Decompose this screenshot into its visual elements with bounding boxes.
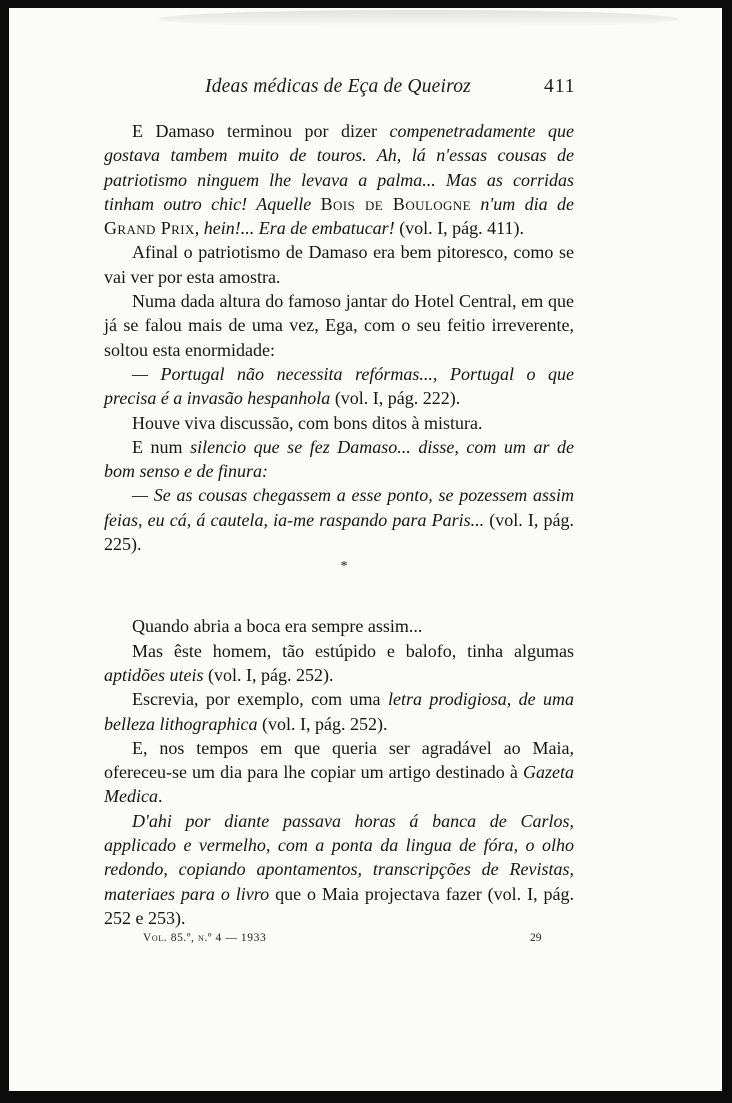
p11-text-1: E, nos tempos em que queria ser agradável ao Maia, ofereceu-se um dia para lhe copiar um artigo destinado à (104, 737, 574, 783)
p6-text-1: E num (132, 436, 191, 457)
page-header (9, 76, 722, 106)
p1-text-3: (vol. I, pág. 411). (394, 218, 524, 239)
running-title: Ideas médicas de Eça de Queiroz (205, 76, 471, 97)
volume-line: Vol. 85.º, n.º 4 — 1933 (143, 932, 267, 944)
paragraph-1 (104, 119, 574, 240)
p4-italic-1: — Portugal não necessita refórmas..., Portugal o que precisa é a invasão hespanhola (104, 363, 574, 409)
paragraph-3: Numa dada altura do famoso jantar do Hotel Central, em que já se falou mais de uma vez, Ega, com o seu feitio irreverente, soltou esta enormidade: (104, 291, 574, 360)
section-separator: * (340, 559, 348, 575)
paragraph-9 (104, 639, 574, 688)
p9-italic-1: aptidões uteis (104, 664, 204, 685)
p10-text-1: Escrevia, por exemplo, com uma (132, 689, 388, 710)
p12-text-1: que o Maia projectava fazer (vol. I, pág. 252 e 253). (104, 883, 574, 928)
paragraph-7 (104, 483, 574, 556)
scan-smudge (159, 10, 679, 28)
p7-text-1: (vol. I, pág. 225). (104, 509, 574, 555)
page-number: 411 (544, 76, 576, 97)
paragraph-12 (104, 809, 574, 930)
p6-italic-1: silencio que se fez Damaso... disse, com um ar de bom senso e de finura: (104, 436, 575, 482)
p1-text-1: E Damaso terminou por dizer (132, 121, 390, 141)
signature-mark: 29 (530, 932, 542, 944)
p1-text-2: , (194, 218, 204, 239)
p10-italic-1: letra prodigiosa, de uma belleza lithographica (104, 689, 574, 734)
p9-text-2: (vol. I, pág. 252). (203, 664, 334, 685)
p4-text-1: (vol. I, pág. 222). (330, 388, 461, 409)
paragraph-5: Houve viva discussão, com bons ditos à mistura. (132, 412, 483, 433)
p1-italic-3: hein!... Era de embatucar! (203, 218, 395, 239)
body-text (104, 119, 574, 930)
book-page (9, 8, 722, 1091)
paragraph-11 (104, 736, 574, 809)
paragraph-4 (104, 362, 574, 411)
p1-italic-2: n'um dia de (470, 193, 575, 214)
paragraph-8: Quando abria a boca era sempre assim... (132, 616, 423, 637)
p1-smallcaps-2: Grand Prix (104, 218, 195, 239)
paragraph-6 (104, 435, 574, 484)
paragraph-2: Afinal o patriotismo de Damaso era bem pitoresco, como se vai ver por esta amostra. (104, 242, 574, 287)
p11-italic-1: Gazeta Medica (104, 762, 574, 807)
p1-italic-1: compenetradamente que gostava tambem muito de touros. Ah, lá n'essas cousas de patriotismo ninguem lhe levava a palma... Mas as corridas tinham outro chic! Aquelle (104, 121, 574, 214)
page-footer (9, 932, 722, 952)
p7-italic-1: — Se as cousas chegassem a esse ponto, se pozessem assim feias, eu cá, á cautela, ia-me raspando para Paris... (104, 485, 574, 530)
p12-italic-1: D'ahi por diante passava horas á banca de Carlos, applicado e vermelho, com a ponta da lingua de fóra, o olho redondo, copiando apontamentos, transcripções de Revistas, materiaes para o livro (104, 810, 574, 904)
p1-smallcaps-1: Bois de Boulogne (320, 193, 471, 214)
p9-text-1: Mas êste homem, tão estúpido e balofo, tinha algumas (132, 640, 574, 661)
paragraph-10 (104, 687, 574, 736)
p11-text-2: . (157, 786, 163, 807)
p10-text-2: (vol. I, pág. 252). (257, 713, 388, 734)
